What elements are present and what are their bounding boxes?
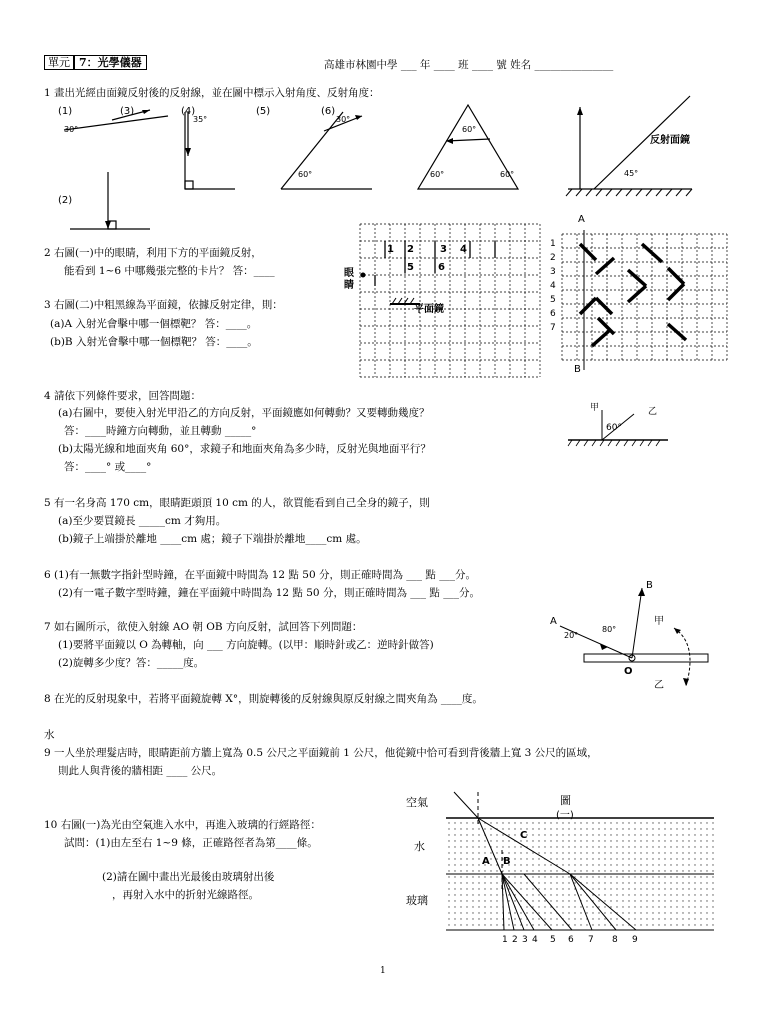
q1-angle-8: 45°	[624, 169, 639, 178]
q1-text: 1 畫出光經由面鏡反射後的反射線，並在圖中標示入射角度、反射角度：	[44, 87, 380, 99]
unit-label: 單元	[44, 55, 74, 70]
q4-figure	[568, 400, 678, 460]
q10-num-9: 9	[632, 935, 638, 945]
q4-line5: 答：____° 或____°	[64, 461, 152, 473]
q10-water: 水	[414, 840, 425, 853]
q1-mirror-label: 反射面鏡	[650, 135, 690, 146]
q3-line1: 3 右圖(二)中粗黑線為平面鏡，依據反射定律，則：	[44, 299, 283, 311]
q10-air: 空氣	[406, 796, 428, 809]
q10-figure	[404, 790, 764, 950]
q1-angle-5: 60°	[462, 125, 477, 134]
grid2-row-3: 3	[550, 267, 556, 277]
q4-fig-yi: 乙	[648, 407, 658, 417]
q10-line3: (2)請在圖中畫出光最後由玻璃射出後	[102, 871, 275, 883]
q8-line1: 8 在光的反射現象中，若將平面鏡旋轉 X°，則旋轉後的反射線與原反射線之間夾角為 ____度。	[44, 693, 483, 705]
q2-line2: 能看到 1~6 中哪幾張完整的卡片？ 答：____	[64, 265, 275, 277]
q4-line1: 4 請依下列條件要求，回答問題：	[44, 390, 202, 402]
grid2-row-6: 6	[550, 309, 556, 319]
q1-label-2: (2)	[58, 195, 73, 206]
grid2-row-4: 4	[550, 281, 556, 291]
q1-label-3: (3)	[120, 106, 135, 117]
q7-line2: (1)要將平面鏡以 O 為轉軸，向 ___ 方向旋轉。(以甲：順時針或乙：逆時針做答)	[58, 639, 434, 651]
grid2-b: B	[574, 364, 581, 375]
grid1-card-1: 1	[387, 244, 394, 255]
q10-line2: 試問：(1)由左至右 1~9 條，正確路徑者為第____條。	[64, 837, 318, 849]
grid1-card-5: 5	[407, 262, 414, 273]
q10-num-6: 6	[568, 935, 574, 945]
q10-num-1: 1	[502, 935, 508, 945]
q3-line3: (b)B 入射光會擊中哪一個標靶？ 答：____。	[50, 336, 258, 348]
school-info: 高雄市林園中學 ___ 年 ____ 班 ____ 號 姓名 _______________	[324, 59, 614, 71]
q7-fig-jia: 甲	[654, 616, 664, 627]
q6-line1: 6 (1)有一無數字指針型時鐘，在平面鏡中時間為 12 點 50 分，則正確時間為 ___ 點 ___分。	[44, 569, 476, 581]
grid2-a: A	[578, 214, 585, 225]
q10-a: A	[482, 856, 490, 867]
q7-fig-80: 80°	[602, 625, 617, 634]
q2-line1: 2 右圖(一)中的眼睛，利用下方的平面鏡反射，	[44, 247, 262, 259]
q1-label-1: (1)	[58, 106, 73, 117]
q9-line2: 則此人與背後的牆相距 ____ 公尺。	[58, 765, 223, 777]
q10-num-8: 8	[612, 935, 618, 945]
grid1-eye-label: 眼睛	[344, 268, 354, 291]
grid2-row-2: 2	[550, 253, 556, 263]
q10-b: B	[503, 856, 511, 867]
q10-num-4: 4	[532, 935, 538, 945]
q7-line3: (2)旋轉多少度？答：_____度。	[58, 657, 205, 669]
q9-line1: 9 一人坐於理髮店時，眼睛距前方牆上寬為 0.5 公尺之平面鏡前 1 公尺，他從鏡中恰可看到背後牆上寬 3 公尺的區域，	[44, 747, 598, 759]
q7-fig-a: A	[550, 616, 557, 627]
q1-angle-6: 60°	[430, 170, 445, 179]
q3-line2: (a)A 入射光會擊中哪一個標靶？ 答：____。	[50, 318, 258, 330]
q4-fig-jia: 甲	[590, 403, 600, 413]
q10-line1: 10 右圖(一)為光由空氣進入水中，再進入玻璃的行經路徑：	[44, 819, 321, 831]
grid1-card-2: 2	[407, 244, 414, 255]
q4-fig-angle: 60°	[606, 423, 622, 433]
grid2-row-1: 1	[550, 239, 556, 249]
q4-line2: (a)右圖中，要使入射光甲沿乙的方向反射，平面鏡應如何轉動？又要轉動幾度？	[58, 407, 430, 419]
q10-num-7: 7	[588, 935, 594, 945]
q1-label-6: (6)	[321, 106, 336, 117]
q4-line4: (b)太陽光線和地面夾角 60°，求鏡子和地面夾角為多少時，反射光與地面平行？	[58, 443, 431, 455]
q7-figure	[548, 576, 718, 696]
grid1-card-6: 6	[438, 262, 445, 273]
q10-line4: ，再射入水中的折射光線路徑。	[112, 889, 259, 901]
q1-angle-4: 60°	[298, 170, 313, 179]
q1-angle-3: 30°	[336, 115, 351, 124]
q10-c: C	[520, 830, 528, 841]
grid1-card-3: 3	[440, 244, 447, 255]
q10-num-3: 3	[522, 935, 528, 945]
grid-figure-1	[360, 224, 540, 384]
water-note: 水	[44, 729, 55, 741]
q7-fig-yi: 乙	[654, 680, 664, 691]
q10-sub: (一)	[556, 810, 574, 821]
grid2-row-5: 5	[550, 295, 556, 305]
q4-line3: 答：____時鐘方向轉動，並且轉動 _____°	[64, 425, 257, 437]
q10-title: 圖	[560, 794, 571, 807]
q10-glass: 玻璃	[406, 894, 428, 907]
q7-fig-20: 20°	[564, 631, 579, 640]
unit-title: 7：光學儀器	[74, 55, 147, 70]
q1-angle-1: 30°	[64, 125, 79, 134]
grid-figure-2	[550, 214, 732, 375]
q7-line1: 7 如右圖所示，欲使入射線 AO 朝 OB 方向反射，試回答下列問題：	[44, 621, 363, 633]
q10-num-5: 5	[550, 935, 556, 945]
q5-line3: (b)鏡子上端掛於離地 ____cm 處；鏡子下端掛於離地____cm 處。	[58, 533, 367, 545]
q6-line2: (2)有一電子數字型時鐘，鐘在平面鏡中時間為 12 點 50 分，則正確時間為 ___ 點 ___分。	[58, 587, 480, 599]
q1-angle-2: 35°	[193, 115, 208, 124]
grid2-row-7: 7	[550, 323, 556, 333]
q1-figures	[0, 0, 768, 230]
q1-label-4: (4)	[181, 106, 196, 117]
q5-line1: 5 有一名身高 170 cm，眼睛距頭頂 10 cm 的人，欲買能看到自己全身的鏡子，則	[44, 497, 430, 509]
q1-label-5: (5)	[256, 106, 271, 117]
q7-fig-o: O	[624, 666, 633, 677]
grid1-card-4: 4	[460, 244, 467, 255]
q1-angle-7: 60°	[500, 170, 515, 179]
q10-num-2: 2	[512, 935, 518, 945]
q7-fig-b: B	[646, 580, 653, 591]
page-number: 1	[380, 966, 386, 976]
q5-line2: (a)至少要買鏡長 _____cm 才夠用。	[58, 515, 227, 527]
grid1-mirror-label: 平面鏡	[414, 304, 444, 315]
